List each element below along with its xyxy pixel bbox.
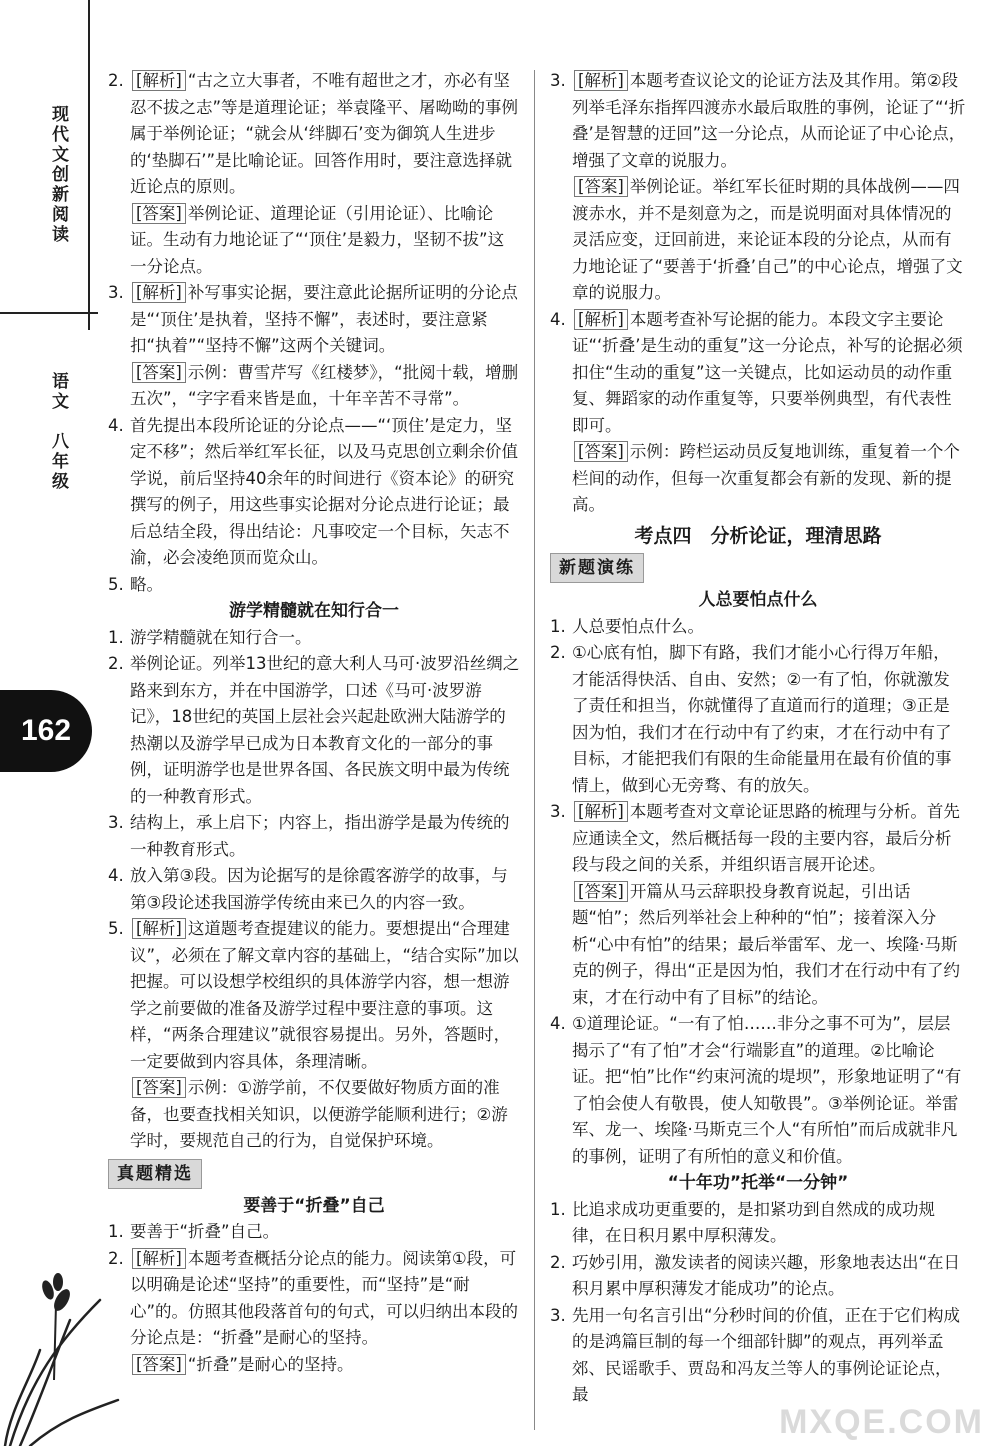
item-text: 结构上，承上启下；内容上，指出游学是最为传统的一种教育形式。: [130, 813, 510, 859]
item-text: 本题考查概括分论点的能力。阅读第①段，可以明确是论述“坚持”的重要性，而“坚持”是“耐心”的。仿照其他段落首句的句式，可以归纳出本段的分论点是：“折叠”是耐心的坚持。: [130, 1248, 519, 1347]
answer-block: [550, 174, 966, 307]
answer-block: [108, 1352, 520, 1379]
item-number: 2.: [550, 643, 566, 662]
passage-title: [550, 587, 966, 614]
question-item: [108, 1219, 520, 1246]
item-text: 举例论证、道理论证（引用论证）、比喻论证。生动有力地论证了“‘顶住’是毅力，坚韧不拔”这一分论点。: [130, 203, 505, 276]
tag-label: [解析]: [132, 1248, 186, 1269]
item-number: 2.: [550, 1252, 566, 1272]
item-text: 首先提出本段所论证的分论点——“‘顶住’是定力，坚定不移”；然后举红军长征，以及马克思创立剩余价值学说，前后坚持40余年的时间进行《资本论》的研究撰写的例子，用这些事实论据对分论点进行论证；最后总结全段，得出结论：凡事咬定一个目标，矢志不渝，必会凌绝顶而览众山。: [130, 415, 519, 567]
passage-title-text: “十年功”托举“一分钟”: [667, 1173, 849, 1193]
passage-title-text: 要善于“折叠”自己: [243, 1195, 385, 1216]
item-text: 这道题考查提建议的能力。要想提出“合理建议”，必须在了解文章内容的基础上，“结合实际”加以把握。可以设想学校组织的具体游学内容，想一想游学之前要做的准备及游学过程中要注意的事项。这样，“两条合理建议”就很容易提出。另外，答题时，一定要做到内容具体，条理清晰。: [130, 919, 519, 1071]
item-text: 示例：①游学前，不仅要做好物质方面的准备，也要查找相关知识，以便游学能顺利进行；②游学时，要规范自己的行为，自觉保护环境。: [130, 1078, 508, 1150]
series-title: 现代文创新阅读: [48, 105, 68, 245]
question-item: [108, 68, 520, 201]
item-text: 开篇从马云辞职投身教育说起，引出话题“怕”；然后列举社会上种种的“怕”；接着深入分析“心中有怕”的结果；最后举雷军、龙一、埃隆·马斯克的例子，得出“正是因为怕，我们才在行动中有了约束，才在行动中有了目标”的结论。: [572, 881, 961, 1007]
tag-label: [答案]: [574, 176, 628, 197]
item-number: 1.: [108, 627, 124, 647]
item-text: 放入第③段。因为论据写的是徐霞客游学的故事，与第③段论述我国游学传统由来已久的内容一致。: [130, 866, 508, 912]
item-text: “古之立大事者，不唯有超世之才，亦必有坚忍不拔之志”等是道理论证；举袁隆平、屠呦呦的事例属于举例论证；“就会从‘绊脚石’变为御筑人生进步的‘垫脚石’”是比喻论证。回答作用时，要注意选择就近论点的原则。: [130, 71, 519, 196]
margin-vertical-rule: [88, 0, 90, 330]
question-item: [550, 640, 966, 799]
question-item: [108, 1246, 520, 1352]
item-text: 举例论证。举红军长征时期的具体战例——四渡赤水，并不是刻意为之，而是说明面对具体情况的灵活应变，迂回前进，来论证本段的分论点，从而有力地论证了“要善于‘折叠’自己”的中心论点，增强了文章的说服力。: [572, 177, 963, 302]
section-label-box: 真题精选: [108, 1159, 202, 1189]
item-number: 5.: [108, 574, 124, 594]
site-watermark: MXQE.COM: [779, 1403, 984, 1441]
item-number: 4.: [108, 866, 124, 885]
item-number: 4.: [550, 309, 566, 329]
item-number: 3.: [550, 802, 566, 821]
item-number: 2.: [108, 71, 124, 90]
item-text: 要善于“折叠”自己。: [130, 1222, 280, 1241]
item-text: 略。: [130, 574, 163, 594]
item-number: 3.: [108, 283, 124, 302]
item-text: 示例：曹雪芹写《红楼梦》，“批阅十载，增删五次”，“字字看来皆是血，十年辛苦不寻常”。: [130, 362, 519, 408]
orchid-decoration-icon: [0, 1260, 120, 1446]
subject-grade: 语文 八年级: [48, 372, 68, 492]
item-text: 本题考查对文章论证思路的梳理与分析。首先应通读全文，然后概括每一段的主要内容，最后分析段与段之间的关系，并组织语言展开论述。: [572, 802, 960, 874]
tag-label: [解析]: [132, 918, 186, 939]
question-item: [550, 1303, 966, 1409]
column-divider: [534, 70, 535, 1430]
page-number-badge: 162: [0, 690, 92, 772]
item-text: 举例论证。列举13世纪的意大利人马可·波罗沿丝绸之路来到东方，并在中国游学，口述《马可·波罗游记》，18世纪的英国上层社会兴起赴欧洲大陆游学的热潮以及游学早已成为日本教育文化的一部分的事例，证明游学也是世界各国、各民族文明中最为传统的一种教育形式。: [130, 654, 520, 806]
tag-label: [解析]: [574, 801, 628, 822]
tag-label: [答案]: [132, 1077, 186, 1098]
answer-block: [108, 360, 520, 413]
tag-label: [答案]: [574, 441, 628, 462]
section-label: [550, 553, 966, 583]
tag-label: [答案]: [132, 1354, 186, 1375]
tag-label: [解析]: [574, 309, 628, 330]
question-item: [550, 1197, 966, 1250]
question-item: [550, 68, 966, 174]
item-number: 3.: [108, 813, 124, 832]
item-number: 1.: [550, 616, 566, 636]
question-item: [108, 572, 520, 599]
left-column: [108, 68, 520, 1378]
item-text: 本题考查补写论据的能力。本段文字主要论证“‘折叠’是生动的重复”这一分论点，补写的论据必须扣住“生动的重复”这一关键点，比如运动员的动作重复、舞蹈家的动作重复等，只要举例典型，有代表性即可。: [572, 309, 963, 435]
key-point-heading: [550, 523, 966, 550]
passage-title: [108, 598, 520, 625]
question-item: [108, 863, 520, 916]
tag-label: [解析]: [132, 282, 186, 303]
item-number: 3.: [550, 1305, 566, 1325]
item-number: 1.: [108, 1222, 124, 1241]
tag-label: [答案]: [132, 362, 186, 383]
item-number: 2.: [108, 654, 124, 673]
section-label-box: 新题演练: [550, 553, 644, 583]
question-item: [550, 799, 966, 879]
page-margin: [0, 0, 100, 1446]
item-number: 4.: [550, 1014, 566, 1033]
question-item: [108, 916, 520, 1075]
tag-label: [答案]: [132, 203, 186, 224]
answer-block: [550, 439, 966, 519]
question-item: [108, 810, 520, 863]
item-number: 3.: [550, 71, 566, 90]
question-item: [108, 413, 520, 572]
item-number: 1.: [550, 1199, 566, 1219]
item-text: 比追求成功更重要的，是扣紧功到自然成的成功规律，在日积月累中厚积薄发。: [572, 1199, 935, 1245]
item-text: 补写事实论据，要注意此论据所证明的分论点是“‘顶住’是执着，坚持不懈”，表述时，要注意紧扣“执着”“坚持不懈”这两个关键词。: [130, 283, 518, 355]
tag-label: [解析]: [574, 70, 628, 91]
answer-block: [108, 1075, 520, 1155]
answer-block: [550, 879, 966, 1012]
item-number: 4.: [108, 415, 124, 435]
item-text: ①道理论证。“一有了怕……非分之事不可为”，层层揭示了“有了怕”才会“行端影直”的道理。②比喻论证。把“怕”比作“约束河流的堤坝”，形象地证明了“有了怕会使人有敬畏，使人知敬畏”。③举例论证。举雷军、龙一、埃隆·马斯克三个人“有所怕”而后成就非凡的事例，证明了有所怕的意义和价值。: [572, 1014, 962, 1166]
margin-horizontal-rule: [0, 312, 98, 314]
passage-title: [108, 1193, 520, 1220]
item-text: “折叠”是耐心的坚持。: [187, 1354, 354, 1374]
item-number: 5.: [108, 919, 124, 938]
passage-title-text: 游学精髓就在知行合一: [229, 601, 399, 621]
item-text: 游学精髓就在知行合一。: [130, 627, 312, 647]
answer-block: [108, 201, 520, 281]
tag-label: [答案]: [574, 881, 628, 902]
item-text: 先用一句名言引出“分秒时间的价值，正在于它们构成的是鸿篇巨制的每一个细部针脚”的观点，再列举孟郊、民谣歌手、贾岛和冯友兰等人的事例论证论点，最: [572, 1305, 961, 1404]
key-point-text: 考点四 分析论证，理清思路: [634, 524, 882, 547]
item-text: 巧妙引用，激发读者的阅读兴趣，形象地表达出“在日积月累中厚积薄发才能成功”的论点。: [572, 1252, 961, 1298]
question-item: [108, 625, 520, 652]
passage-title-text: 人总要怕点什么: [698, 590, 818, 610]
question-item: [550, 1250, 966, 1303]
question-item: [550, 614, 966, 641]
item-text: 人总要怕点什么。: [572, 616, 704, 636]
question-item: [550, 307, 966, 440]
passage-title: [550, 1170, 966, 1197]
question-item: [550, 1011, 966, 1170]
right-column: [550, 68, 966, 1409]
item-text: ①心底有怕，脚下有路，我们才能小心行得万年船，才能活得快活、自由、安然；②一有了怕，你就激发了责任和担当，你就懂得了直道而行的道理；③正是因为怕，我们才在行动中有了约束，才在行动中有了目标，才能把我们有限的生命能量用在最有价值的事情上，做到心无旁骛、有的放矢。: [572, 643, 952, 795]
item-text: 本题考查议论文的论证方法及其作用。第②段列举毛泽东指挥四渡赤水最后取胜的事例，论证了“‘折叠’是智慧的迂回”这一分论点，从而论证了中心论点，增强了文章的说服力。: [572, 71, 966, 170]
question-item: [108, 651, 520, 810]
item-text: 示例：跨栏运动员反复地训练，重复着一个个栏间的动作，但每一次重复都会有新的发现、新的提高。: [572, 442, 960, 514]
tag-label: [解析]: [132, 70, 186, 91]
item-number: 2.: [108, 1248, 124, 1268]
section-label: [108, 1159, 520, 1189]
question-item: [108, 280, 520, 360]
